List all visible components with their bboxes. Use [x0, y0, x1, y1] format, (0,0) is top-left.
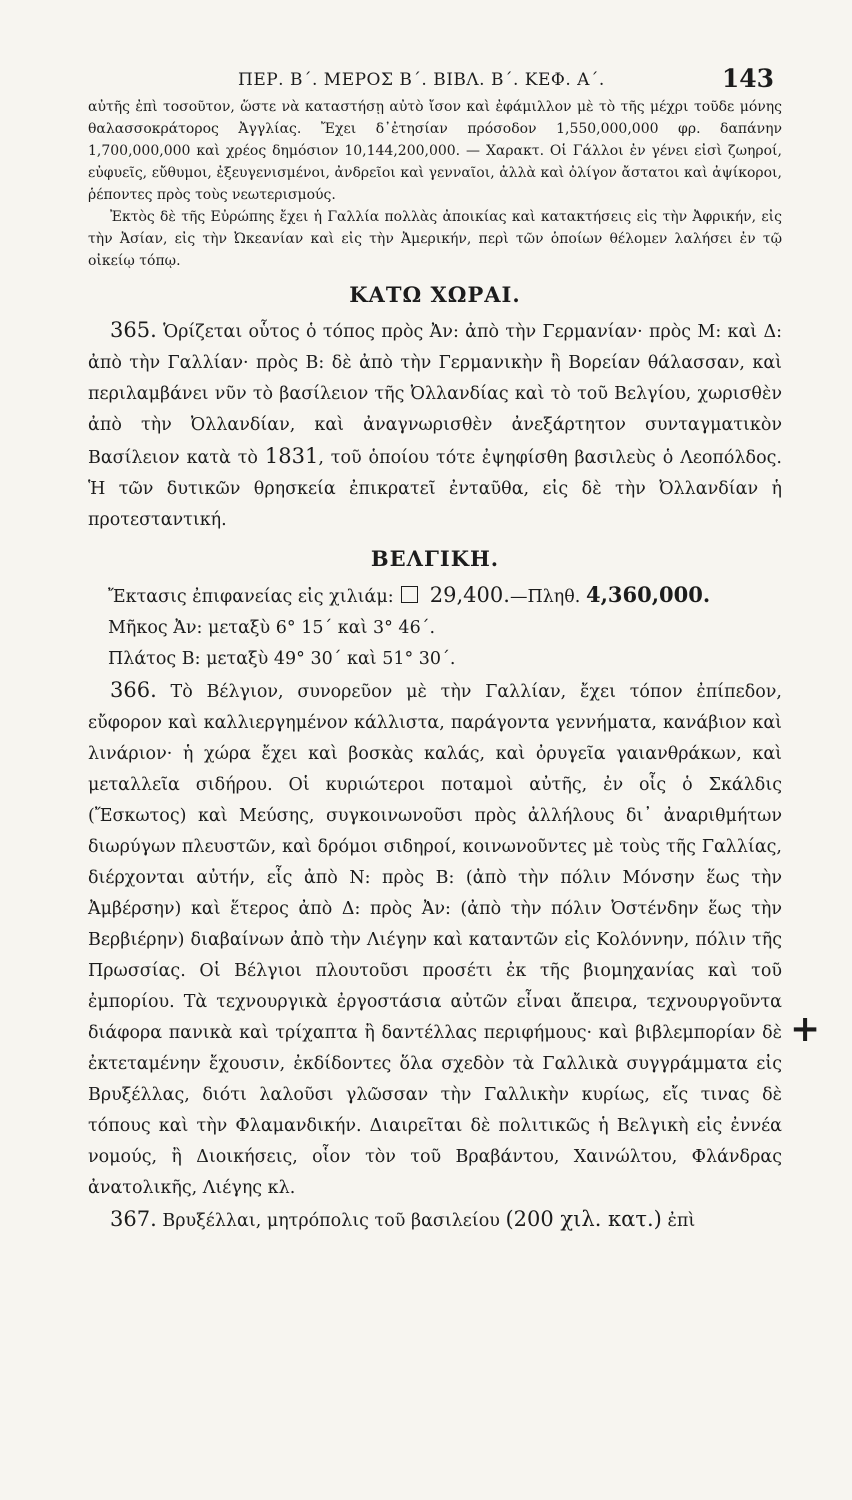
square-symbol-icon [401, 586, 418, 603]
paragraph-365-text: Ὁρίζεται οὗτος ὁ τόπος πρὸς Ἀν: ἀπὸ τὴν Γερμανίαν· πρὸς Μ: καὶ Δ: ἀπὸ τὴν Γαλλίαν· πρὸς Β: δὲ ἀπὸ τὴν Γερμανικὴν ἢ Βορείαν θάλασσαν, καὶ περιλαμβάνει νῦν τὸ βασίλειον τῆς Ὀλλανδίας καὶ τὸ τοῦ Βελγίου, χωρισθὲν ἀπὸ τὴν Ὀλλανδίαν, καὶ ἀναγνωρισθὲν ἀνεξάρτητον συνταγματικὸν Βασίλειον κατὰ τὸ [88, 322, 782, 468]
paragraph-365 [88, 315, 782, 536]
page-number: 143 [721, 64, 774, 93]
paragraph-366 [88, 675, 782, 1204]
brussels-population: (200 χιλ. κατ.) [505, 1207, 662, 1231]
margin-cross-mark: + [790, 1008, 821, 1050]
area-label: Ἔκτασις ἐπιφανείας εἰς χιλιάμ: [108, 587, 394, 607]
paragraph-366-text: Τὸ Βέλγιον, συνορεῦον μὲ τὴν Γαλλίαν, ἔχει τόπον ἐπίπεδον, εὔφορον καὶ καλλιεργημένον κάλλιστα, παράγοντα γεννήματα, κανάβιον καὶ λινάριον· ἡ χώρα ἔχει καὶ βοσκὰς καλάς, καὶ ὀρυγεῖα γαιανθράκων, καὶ μεταλλεῖα σιδήρου. Οἱ κυριώτεροι ποταμοὶ αὐτῆς, ἐν οἷς ὁ Σκάλδις (Ἔσκωτος) καὶ Μεύσης, συγκοινωνοῦσι πρὸς ἀλλήλους δι᾽ ἀναριθμήτων διωρύγων πλευστῶν, καὶ δρόμοι σιδηροί, κοινωνοῦντες μὲ τοὺς τῆς Γαλλίας, διέρχονται αὐτήν, εἷς ἀπὸ Ν: πρὸς Β: (ἀπὸ τὴν πόλιν Μόνσην ἕως τὴν Ἀμβέρσην) καὶ ἕτερος ἀπὸ Δ: πρὸς Ἀν: (ἀπὸ τὴν πόλιν Ὀστένδην ἕως τὴν Βερβιέρην) διαβαίνων ἀπὸ τὴν Λιέγην καὶ καταντῶν εἰς Κολόννην, πόλιν τῆς Πρωσσίας. Οἱ Βέλγιοι πλουτοῦσι προσέτι ἐκ τῆς βιομηχανίας καὶ τοῦ ἐμπορίου. Τὰ τεχνουργικὰ ἐργοστάσια αὐτῶν εἶναι ἄπειρα, τεχνουργοῦντα διάφορα πανικὰ καὶ τρίχαπτα ἢ δαντέλλας περιφήμους· καὶ βιβλεμπορίαν δὲ ἐκτεταμένην ἔχουσιν, ἐκδίδοντες ὅλα σχεδὸν τὰ Γαλλικὰ συγγράμματα εἰς Βρυξέλλας, διότι λαλοῦσι γλῶσσαν τὴν Γαλλικὴν κυρίως, εἴς τινας δὲ τόπους καὶ τὴν Φλαμανδικήν. Διαιρεῖται δὲ πολιτικῶς ἡ Βελγικὴ εἰς ἐννέα νομούς, ἢ Διοικήσεις, οἷον τὸν τοῦ Βραβάντου, Χαινώλτου, Φλάνδρας ἀνατολικῆς, Λιέγης κλ. [88, 682, 782, 1198]
page-header [88, 60, 782, 96]
book-page [88, 60, 782, 1237]
latitude-label: Πλάτος Β: μεταξὺ [108, 649, 269, 669]
paragraph-number-366: 366. [110, 678, 157, 702]
longitude-label: Μῆκος Ἀν: μεταξὺ [108, 618, 271, 638]
paragraph-number-367: 367. [110, 1207, 157, 1231]
year-1831: 1831 [264, 444, 319, 468]
running-head: ΠΕΡ. Β΄. ΜΕΡΟΣ Β΄. ΒΙΒΛ. Β΄. ΚΕΦ. Α΄. [238, 70, 605, 90]
intro-paragraph-1: αὐτῆς ἐπὶ τοσοῦτον, ὥστε νὰ καταστήσῃ αὐτὸ ἴσον καὶ ἐφάμιλλον μὲ τὸ τῆς μέχρι τοῦδε μόνης θαλασσοκράτορος Ἀγγλίας. Ἔχει δ᾽ἐτησίαν πρόσοδον 1,550,000,000 φρ. δαπάνην 1,700,000,000 καὶ χρέος δημόσιον 10,144,200,000. — Χαρακτ. Οἱ Γάλλοι ἐν γένει εἰσὶ ζωηροί, εὐφυεῖς, εὔθυμοι, ἐξευγενισμένοι, ἀνδρεῖοι καὶ γενναῖοι, ἀλλὰ καὶ ὀλίγον ἄστατοι καὶ ἀψίκοροι, ῥέποντες πρὸς τοὺς νεωτερισμούς. [88, 99, 782, 203]
paragraph-367 [88, 1204, 782, 1237]
paragraph-365-text-2: , τοῦ ὁποίου τότε ἐψηφίσθη βασιλεὺς ὁ Λεοπόλδος. Ἡ τῶν δυτικῶν θρησκεία ἐπικρατεῖ ἐνταῦθα, εἰς δὲ τὴν Ὀλλανδίαν ἡ προτεσταντική. [88, 448, 782, 530]
area-value: 29,400. [429, 583, 510, 607]
section-title-belgium: ΒΕΛΓΙΚΗ. [370, 546, 500, 571]
population-label: —Πληθ. [509, 587, 581, 607]
section-title-kato-chorai: ΚΑΤΩ ΧΩΡΑΙ. [349, 282, 521, 307]
population-value: 4,360,000. [585, 582, 711, 607]
latitude-line [88, 644, 782, 675]
paragraph-number-365: 365. [110, 318, 157, 342]
paragraph-367-text-end: ἐπὶ [667, 1211, 696, 1231]
intro-paragraph-2: Ἐκτὸς δὲ τῆς Εὐρώπης ἔχει ἡ Γαλλία πολλὰς ἀποικίας καὶ κατακτήσεις εἰς τὴν Ἀφρικήν, εἰς τὴν Ἀσίαν, εἰς τὴν Ὠκεανίαν καὶ εἰς τὴν Ἀμερικήν, περὶ τῶν ὁποίων θέλομεν λαλήσει ἐν τῷ οἰκείῳ τόπῳ. [88, 209, 782, 269]
latitude-value: 49° 30΄ καὶ 51° 30΄. [273, 649, 456, 669]
area-population-line [88, 579, 782, 613]
longitude-value: 6° 15΄ καὶ 3° 46΄. [275, 618, 436, 638]
longitude-line [88, 613, 782, 644]
paragraph-367-text: Βρυξέλλαι, μητρόπολις τοῦ βασιλείου [162, 1211, 500, 1231]
intro-text [88, 96, 782, 272]
